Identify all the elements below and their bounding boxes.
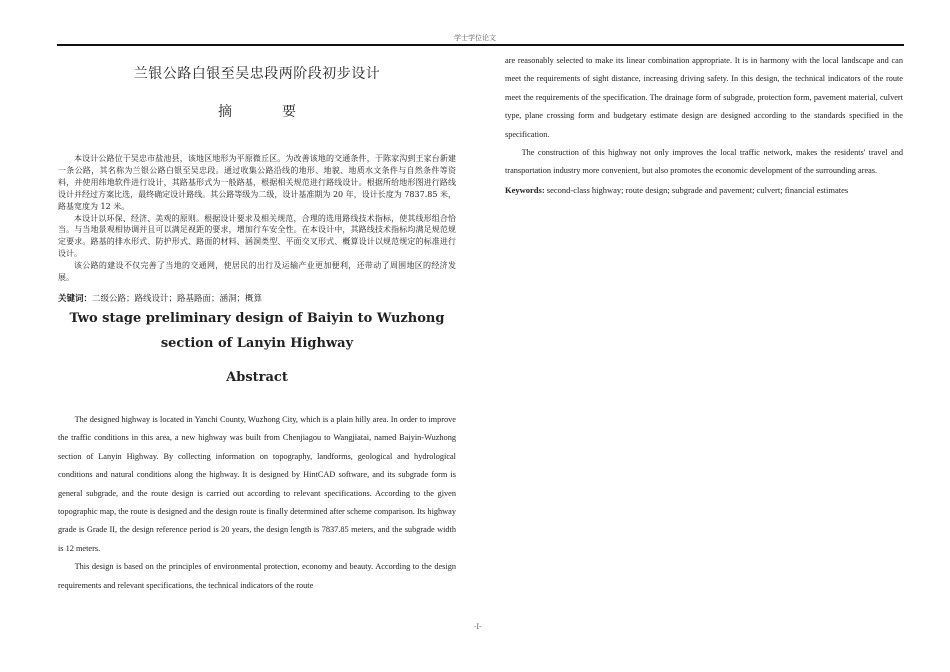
english-abstract-body-right xyxy=(505,52,903,181)
chinese-keywords-label: 关键词： xyxy=(58,293,93,304)
english-paragraph: The designed highway is located in Yanchi County, Wuzhong City, which is a plain hilly area. In order to improve the traffic conditions in this area, a new highway was built from Chenjiagou to Wangjiatai, named Baiyin-Wuzhong section of Lanyin Highway. By collecting information on topography, landforms, geological and hydrological conditions and natural conditions along the highway. It is designed by HintCAD software, and its subgrade form is general subgrade, and the route design is carried out according to relevant specifications. According to the given topographic map, the route is designed and the design route is finally determined after scheme comparison. Its highway grade is Grade II, the design reference period is 20 years, the design length is 7837.85 meters, and the subgrade width is 12 meters. xyxy=(58,414,456,553)
english-abstract-body-left xyxy=(58,411,456,595)
chinese-abstract-heading: 摘 要 xyxy=(218,104,314,120)
chinese-abstract-body xyxy=(58,153,456,284)
running-header: 学士学位论文 xyxy=(454,34,496,42)
chinese-keywords-text: 二级公路；路线设计；路基路面；涵洞；概算 xyxy=(92,293,263,304)
english-paragraph: The construction of this highway not only improves the local traffic network, makes the residents' travel and transportation industry more convenient, but also promotes the economic development of the surrounding areas. xyxy=(505,148,903,176)
page-number: -I- xyxy=(474,623,482,631)
english-keywords-label: Keywords: xyxy=(505,184,545,195)
chinese-keywords xyxy=(58,292,456,304)
english-keywords xyxy=(505,181,903,199)
english-abstract-heading: Abstract xyxy=(226,369,288,385)
english-title: Two stage preliminary design of Baiyin to Wuzhong section of Lanyin Highway xyxy=(69,310,445,351)
right-column xyxy=(505,52,903,199)
left-column xyxy=(58,52,456,595)
chinese-title: 兰银公路白银至吴忠段两阶段初步设计 xyxy=(133,66,381,82)
chinese-paragraph: 本设计公路位于吴忠市盐池县，该地区地形为平原微丘区。为改善该地的交通条件，于陈家沟到王家台新建一条公路，其名称为兰银公路白银至吴忠段。通过收集公路沿线的地形、地貌、地质水文条件与自然条件等资料，并使用纬地软件进行设计，其路基形式为一般路基，根据相关规范进行路线设计。根据所给地形图进行路线设计并经过方案比选，最终确定设计路线。其公路等级为二级，设计基准期为 20 年，设计长度为 7837.85 米，路基宽度为 12 米。 xyxy=(58,154,456,211)
english-paragraph-continued: are reasonably selected to make its linear combination appropriate. It is in harmony with the local landscape and can meet the requirements of sight distance, increasing driving safety. In this design, the technical indicators of the route meet the requirements of the specification. The drainage form of subgrade, protection form, pavement material, culvert type, plane crossing form and budgetary estimate design are designed according to the standards specified in the specification. xyxy=(505,56,903,139)
chinese-paragraph: 该公路的建设不仅完善了当地的交通网，使居民的出行及运输产业更加便利，还带动了周围地区的经济发展。 xyxy=(58,261,456,283)
header-rule xyxy=(57,44,904,46)
chinese-paragraph: 本设计以环保、经济、美观的原则。根据设计要求及相关规范，合理的选用路线技术指标，使其线形组合恰当。与当地景观相协调并且可以满足视距的要求，增加行车安全性。在本设计中，其路线技术指标均满足规范规定要求。路基的排水形式、防护形式、路面的材料、涵洞类型、平面交叉形式、概算设计以规范规定的标准进行设计。 xyxy=(58,213,456,259)
english-paragraph: This design is based on the principles of environmental protection, economy and beauty. According to the design requirements and relevant specifications, the technical indicators of the route xyxy=(58,562,456,590)
english-keywords-text: second-class highway; route design; subgrade and pavement; culvert; financial estimates xyxy=(546,184,849,195)
